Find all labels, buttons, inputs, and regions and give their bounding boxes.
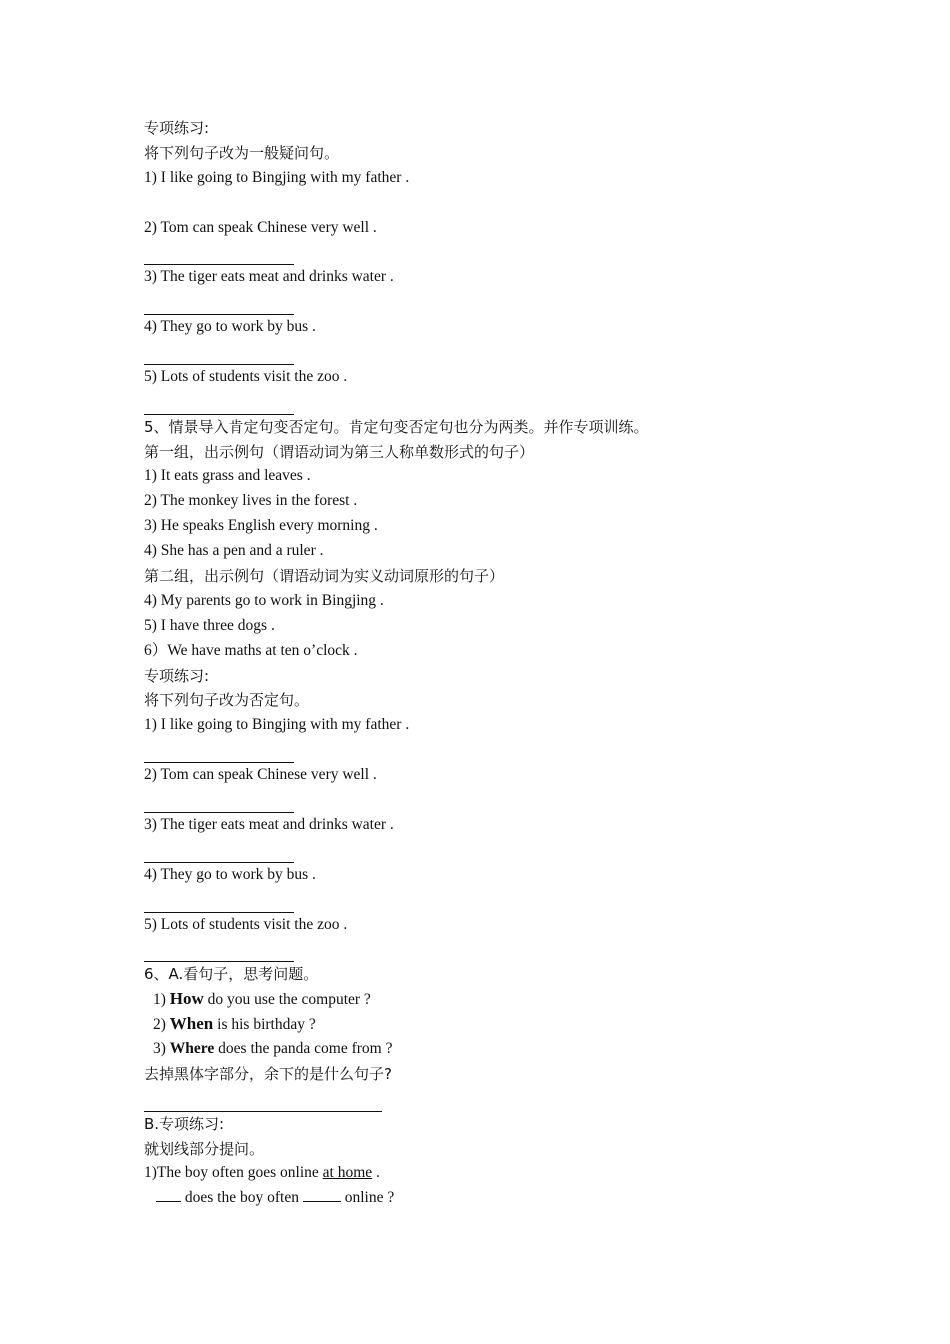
reflection-question: 去掉黑体字部分，余下的是什么句子? [144, 1064, 392, 1083]
answer-line [144, 364, 294, 365]
answer-blank[interactable] [144, 937, 864, 962]
question-sentence-2 [144, 1012, 864, 1037]
item-suffix: . [376, 1164, 380, 1182]
bold-question-word: Where [169, 1039, 215, 1057]
answer-line [144, 961, 294, 962]
worksheet-page [144, 116, 864, 1211]
answer-line [144, 264, 294, 265]
answer-blank[interactable] [144, 240, 864, 265]
example-sentence: 3) He speaks English every morning . [144, 517, 378, 535]
section-a-instruction: 将下列句子改为一般疑问句。 [144, 143, 340, 162]
exercise-item: 1) I like going to Bingjing with my father . [144, 168, 410, 186]
section-a-heading: 专项练习: [144, 119, 210, 137]
example-sentence: 4) My parents go to work in Bingjing . [144, 591, 384, 609]
question-rest: does the panda come from ? [218, 1039, 393, 1057]
question-number: 2) [153, 1016, 166, 1034]
answer-blank[interactable] [144, 888, 864, 913]
question-number: 1) [153, 991, 166, 1009]
question-sentence-3 [144, 1037, 864, 1062]
group-2-title: 第二组，出示例句（谓语动词为实义动词原形的句子） [144, 567, 505, 586]
question-rest: do you use the computer ? [207, 991, 371, 1009]
bold-question-word: How [169, 989, 204, 1009]
section-6b-heading: B.专项练习: [144, 1114, 225, 1133]
answer-blank[interactable] [144, 738, 864, 763]
bold-question-word: When [169, 1014, 214, 1034]
example-sentence: 6）We have maths at ten o’clock . [144, 641, 358, 659]
group-1-title: 第一组，出示例句（谓语动词为第三人称单数形式的句子） [144, 442, 535, 461]
answer-line [144, 1111, 382, 1112]
answer-blank [144, 191, 864, 216]
underlined-phrase: at home [322, 1164, 373, 1182]
underline-question-item [144, 1161, 864, 1186]
answer-blank[interactable] [144, 340, 864, 365]
answer-line [144, 862, 294, 863]
question-sentence-1 [144, 987, 864, 1012]
answer-line [144, 414, 294, 415]
fill-blank[interactable] [303, 1187, 341, 1202]
answer-blank[interactable] [144, 290, 864, 315]
section-5-title: 5、情景导入肯定句变否定句。肯定句变否定句也分为两类。并作专项训练。 [144, 417, 649, 436]
exercise-item: 4) They go to work by bus . [144, 865, 316, 883]
answer-blank[interactable] [144, 1087, 864, 1112]
answer-line [144, 314, 294, 315]
answer-blank[interactable] [144, 390, 864, 415]
section-6b-instruction: 就划线部分提问。 [144, 1139, 265, 1158]
example-sentence: 5) I have three dogs . [144, 616, 275, 634]
exercise-item: 3) The tiger eats meat and drinks water . [144, 815, 394, 833]
example-sentence: 4) She has a pen and a ruler . [144, 542, 324, 560]
exercise-item: 5) Lots of students visit the zoo . [144, 367, 348, 385]
answer-blank[interactable] [144, 838, 864, 863]
section-6-title: 6、A.看句子，思考问题。 [144, 965, 319, 984]
section-b-instruction: 将下列句子改为否定句。 [144, 691, 310, 710]
answer-line [144, 912, 294, 913]
example-sentence: 1) It eats grass and leaves . [144, 467, 311, 485]
exercise-item: 3) The tiger eats meat and drinks water . [144, 268, 394, 286]
question-number: 3) [153, 1039, 166, 1057]
fill-blank[interactable] [156, 1187, 181, 1202]
exercise-item: 1) I like going to Bingjing with my father . [144, 716, 410, 734]
exercise-item: 2) Tom can speak Chinese very well . [144, 766, 377, 784]
section-b-heading: 专项练习: [144, 666, 210, 685]
answer-line [144, 762, 294, 763]
example-sentence: 2) The monkey lives in the forest . [144, 492, 358, 510]
answer-line [144, 812, 294, 813]
exercise-item: 2) Tom can speak Chinese very well . [144, 218, 377, 236]
answer-middle: does the boy often [184, 1189, 299, 1207]
exercise-item: 5) Lots of students visit the zoo . [144, 915, 348, 933]
answer-end: online ? [344, 1189, 395, 1207]
exercise-item: 4) They go to work by bus . [144, 318, 316, 336]
answer-template [144, 1186, 864, 1211]
question-rest: is his birthday ? [217, 1016, 316, 1034]
answer-blank[interactable] [144, 788, 864, 813]
item-prefix: 1)The boy often goes online [144, 1164, 319, 1182]
